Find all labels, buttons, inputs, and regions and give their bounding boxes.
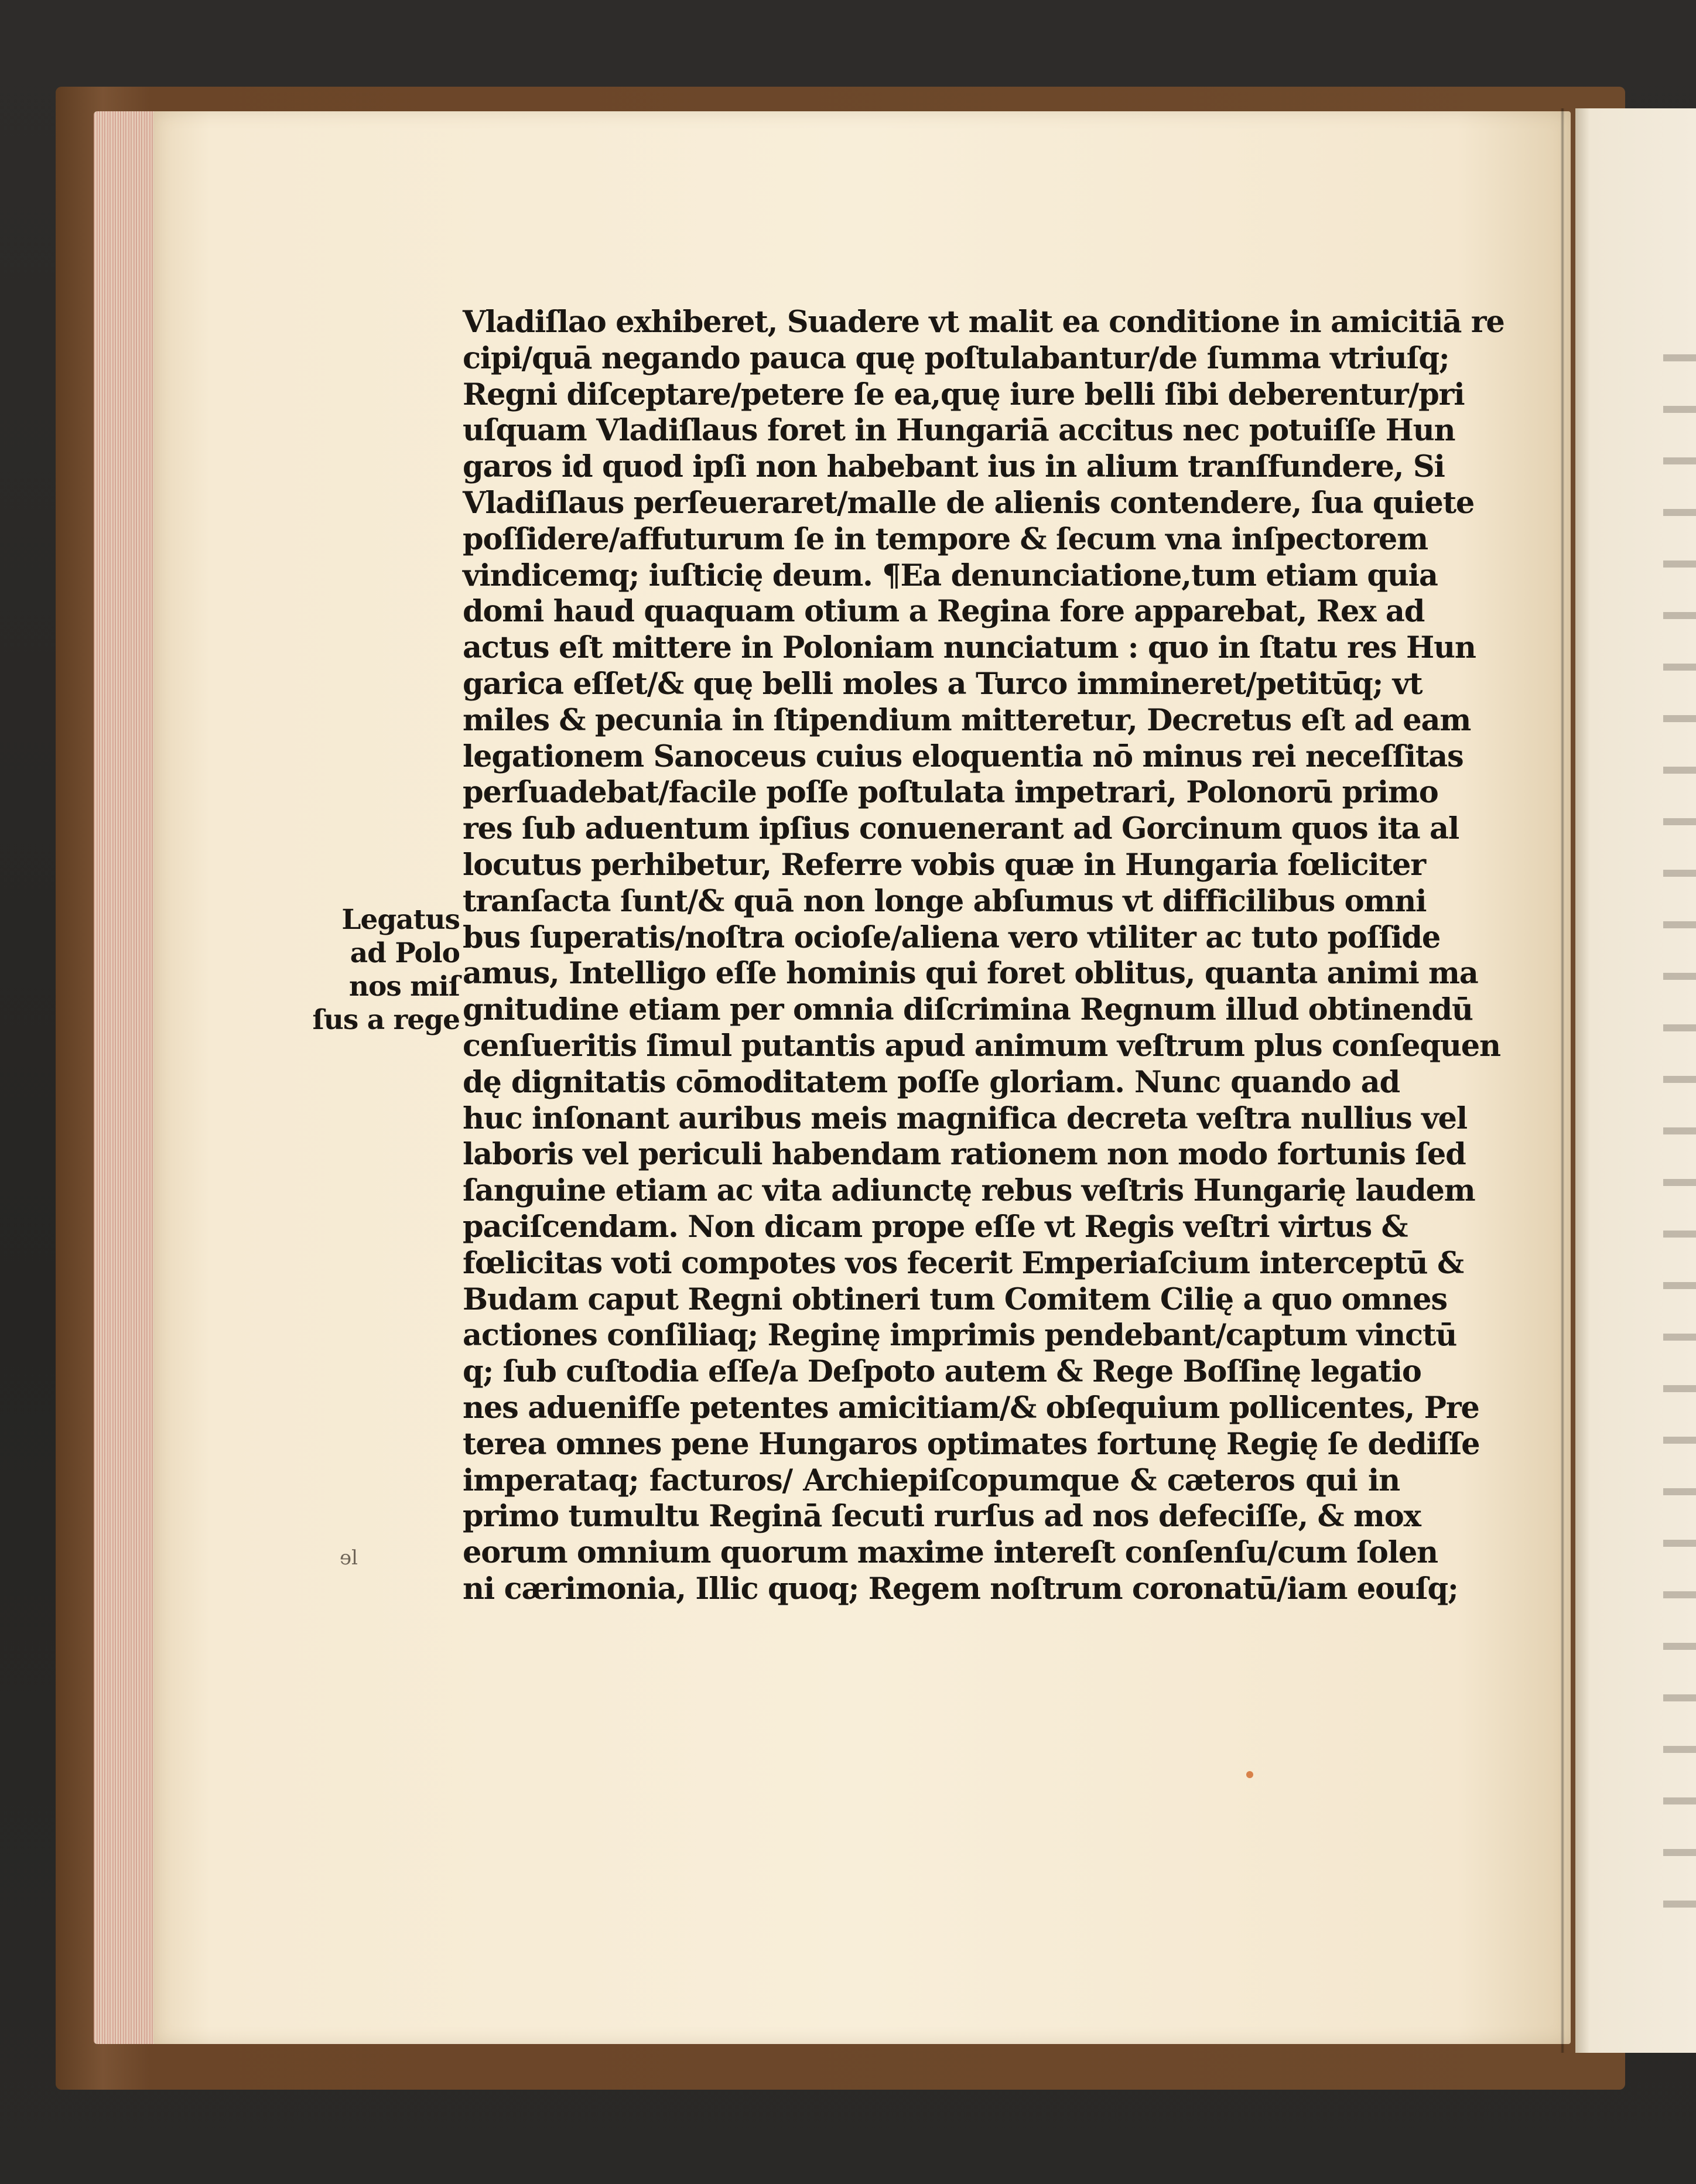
margin-note-line: ad Polo [350, 937, 460, 969]
text-line: huc inſonant auribus meis magnifica decreta veſtra nullius vel [463, 1100, 1467, 1136]
text-line: Budam caput Regni obtineri tum Comitem Cilię a quo omnes [463, 1281, 1447, 1317]
text-line: amus, Intelligo eſſe hominis qui foret oblitus, quanta animi ma [463, 956, 1478, 992]
text-line: paciſcendam. Non dicam prope eſſe vt Regis veſtri virtus & [463, 1209, 1408, 1245]
text-line: Vladiſlaus perſeueraret/malle de alienis contendere, ſua quiete [463, 485, 1475, 521]
text-line: imperataq; facturos/ Archiepiſcopumque & cæteros qui in [463, 1462, 1400, 1498]
text-line: laboris vel periculi habendam rationem non modo fortunis ſed [463, 1137, 1466, 1173]
body-text [463, 305, 1504, 1608]
text-line: nes aduenifſe petentes amicitiam/& obſequium pollicentes, Pre [463, 1390, 1479, 1426]
text-line: garica eſſet/& quę belli moles a Turco immineret/petitūq; vt [463, 666, 1423, 702]
signature-mark: ɘl [340, 1546, 358, 1570]
text-line: garos id quod ipſi non habebant ius in alium tranſfundere, Si [463, 449, 1445, 485]
margin-note [307, 903, 460, 1037]
text-line: eorum omnium quorum maxime intereſt conſenſu/cum ſolen [463, 1535, 1438, 1571]
text-line: legationem Sanoceus cuius eloquentia nō minus rei neceſſitas [463, 739, 1464, 774]
text-line: cipi/quā negando pauca quę poſtulabantur/de ſumma vtriuſq; [463, 340, 1449, 376]
text-line: actiones conſiliaq; Reginę imprimis pendebant/captum vinctū [463, 1318, 1457, 1354]
gutter [1561, 108, 1564, 2053]
text-line: cenſueritis ſimul putantis apud animum veſtrum plus conſequen [463, 1028, 1500, 1064]
text-line: q; ſub cuſtodia eſſe/a Deſpoto autem & Rege Boſſinę legatio [463, 1354, 1421, 1390]
margin-note-line: Legatus [341, 904, 460, 936]
text-line: perſuadebat/facile poſſe poſtulata impetrari, Polonorū primo [463, 775, 1438, 811]
text-line: bus ſuperatis/noſtra ocioſe/aliena vero vtiliter ac tuto poſſide [463, 920, 1441, 955]
text-line: gnitudine etiam per omnia diſcrimina Regnum illud obtinendū [463, 992, 1473, 1028]
text-line: ſanguine etiam ac vita adiunctę rebus veſtris Hungarię laudem [463, 1173, 1475, 1209]
text-line: domi haud quaquam otium a Regina fore apparebat, Rex ad [463, 594, 1425, 630]
margin-note-line: ſus a rege [312, 1004, 460, 1036]
text-line: primo tumultu Reginā ſecuti rurſus ad nos defeciſſe, & mox [463, 1499, 1421, 1534]
text-line: ni cærimonia, Illic quoq; Regem noſtrum coronatū/iam eouſq; [463, 1571, 1458, 1607]
margin-note-line: nos miſ [348, 970, 460, 1003]
text-line: terea omnes pene Hungaros optimates fortunę Regię ſe dediſſe [463, 1426, 1480, 1462]
text-line: poſſidere/affuturum ſe in tempore & ſecum vna inſpectorem [463, 521, 1428, 557]
text-line: Vladiſlao exhiberet, Suadere vt malit ea conditione in amicitiā re [463, 305, 1504, 340]
text-line: Regni diſceptare/petere ſe ea,quę iure belli ſibi deberentur/pri [463, 377, 1465, 412]
ink-spot [1246, 1771, 1253, 1778]
text-line: fœlicitas voti compotes vos fecerit Emperiaſcium interceptū & [463, 1245, 1464, 1281]
text-line: vindicemq; iuſticię deum. ¶Ea denunciatione,tum etiam quia [463, 558, 1438, 593]
text-line: miles & pecunia in ſtipendium mitteretur, Decretus eſt ad eam [463, 702, 1471, 738]
text-line: dę dignitatis cōmoditatem poſſe gloriam. Nunc quando ad [463, 1064, 1400, 1100]
text-line: tranſacta ſunt/& quā non longe abſumus vt difficilibus omni [463, 883, 1427, 919]
right-page [1575, 108, 1696, 2053]
text-line: actus eſt mittere in Poloniam nunciatum : quo in ſtatu res Hun [463, 630, 1476, 666]
text-line: locutus perhibetur, Referre vobis quæ in Hungaria fœliciter [463, 847, 1425, 883]
text-line: res ſub aduentum ipſius conuenerant ad Gorcinum quos ita al [463, 811, 1459, 847]
text-line: uſquam Vladiſlaus foret in Hungariā accitus nec potuiſſe Hun [463, 413, 1455, 449]
show-through-text [1663, 331, 1696, 1912]
